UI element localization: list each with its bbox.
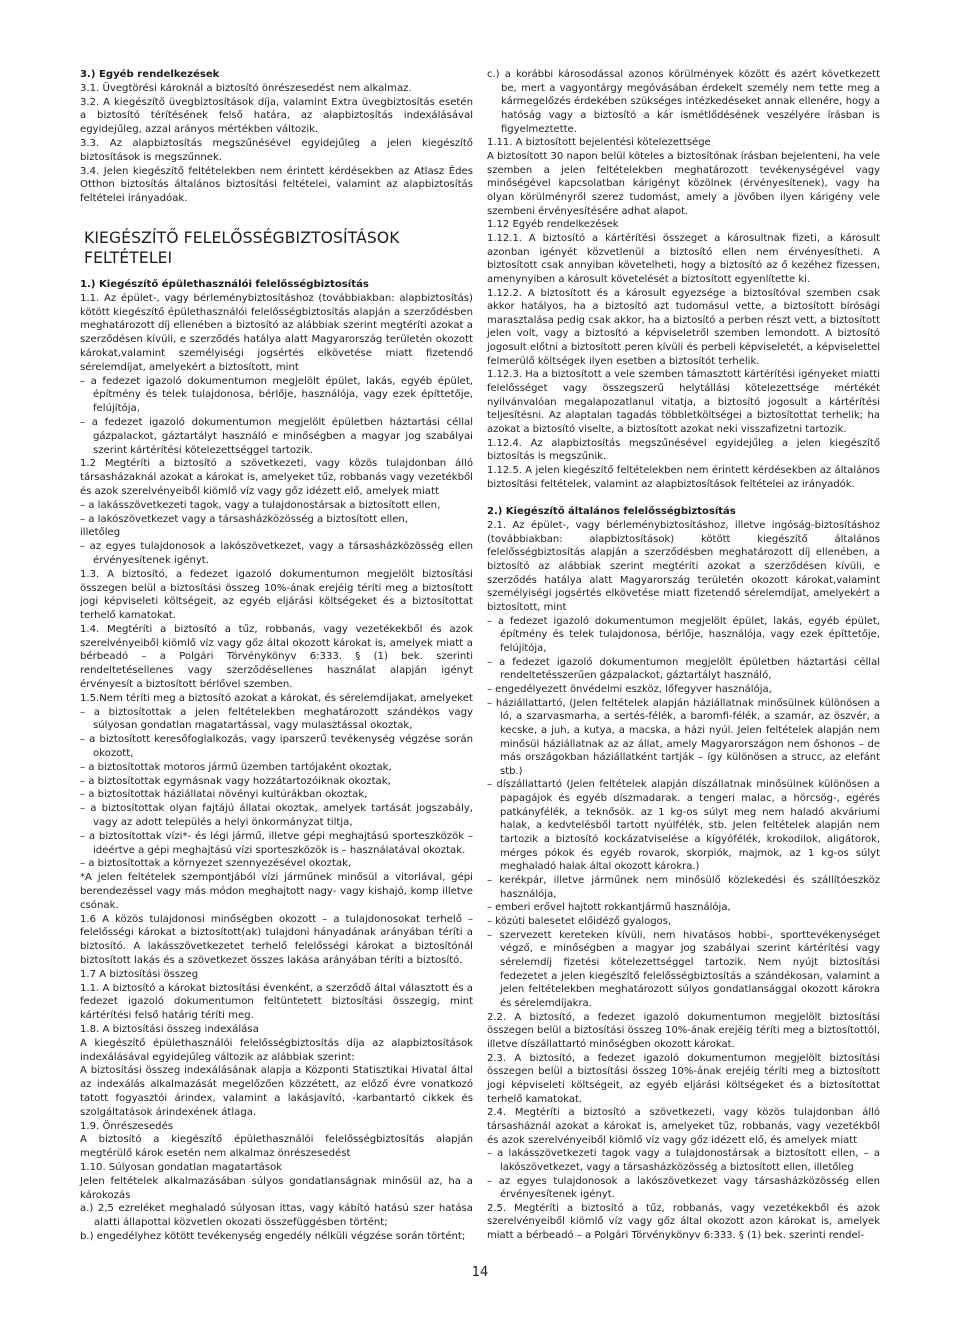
spacer: [487, 491, 880, 505]
paragraph: 1.12.5. A jelen kiegészítő feltételekben nem érintett kérdésekben az általános biztosítási feltételek, valamint az alapbiztosítások feltételei az irányadók.: [487, 465, 880, 490]
dash-list-item: – közúti balesetet előidéző gyalogos,: [487, 916, 672, 928]
dash-list-item: – háziállattartó, (Jelen feltételek alapján háziállatnak minősülnek különösen a ló, a szarvasmarha, a sertés-félék, a baromfi-félék, a szamár, az öszvér, a kecske, a juh, a kutya, a macska, a házi nyúl. Jelen feltételek alapján nem minősül háziállatnak az az állat, amely Magyarországon nem őshonos – de más országokban háziállatként tartják – így különösen a strucc, az elefánt stb.): [487, 697, 880, 777]
dash-list-item: – a biztosítottak egymásnak vagy hozzátartozóiknak okoztak,: [80, 775, 391, 787]
dash-list-item: – díszállattartó (Jelen feltételek alapján díszállatnak minősülnek különösen a papagájok és egyéb díszmadarak. a tengeri malac, a hörcsög-, egérés patkányfélék, a teknősök. az 1 kg-os súlyt meg nem haladó akváriumi halak, a kedvtelésből tartott nyúlfélék, stb. Jelen feltételek alapján nem tartozik a biztosító kockázatviselése a kígyófélék, krokodilok, aligátorok, mérges pókok és egyéb rovarok, skorpiók, majmok, az 1 kg-os súlyt meghaladó halak által okozott károkra.): [487, 779, 880, 873]
paragraph: 2.2. A biztosító, a fedezet igazoló dokumentumon megjelölt biztosítási összegen belül a biztosítási összeg 10%-ának erejéig téríti meg a biztosítottól, illetve díszállattartó minőségben okozott károkat.: [487, 1011, 880, 1050]
left-column: [80, 68, 473, 1244]
dash-list-item: – a biztosítottak háziállatai növényi kultúrákban okoztak,: [80, 789, 368, 801]
paragraph: 1.4. Megtéríti a biztosító a tűz, robbanás, vagy vezetékekből és azok szerelvényeiből kiömlő víz vagy gőz által okozott károkat is, amelyek miatt a bérbeadó – a Polgári Törvénykönyv 6:333. § (1) bek. szerinti rendeltetésellenes vagy szerződésellenes használat alapján igényt érvényesít a biztosított bérlővel szemben.: [80, 623, 473, 691]
paragraph: *A jelen feltételek szempontjából vízi járműnek minősül a vitorlával, gépi berendezéssel vagy más módon meghajtott nagy- vagy kishajó, komp illetve csónak.: [80, 872, 473, 911]
lettered-list-item: a.) 2,5 ezreléket meghaladó súlyosan ittas, vagy kábító hatású szer hatása alatti állapottal közvetlen okozati összefüggésben történt;: [80, 1203, 473, 1229]
paragraph: 2.1. Az épület-, vagy bérleménybiztosításhoz, illetve ingóság-biztosításhoz (továbbiakban: alapbiztosítások) kötött kiegészítő általános felelősségbiztosítás alapján a szerződésben meghatározott díj ellenében, a biztosító az alábbiak szerint megtéríti azokat a szerződésen kívüli, e szerződés hatálya alatt Magyarország területén okozott károkat,valamint személyiségi jogsértés elkövetése miatt fizetendő sérelemdíjat, amelyekért a biztosított, mint: [487, 520, 880, 613]
paragraph: 1.7 A biztosítási összeg: [80, 968, 199, 980]
paragraph: A biztosító a kiegészítő épülethasználói felelősségbiztosítás alapján megtérülő károk esetén nem alkalmaz önrészesedést: [80, 1134, 473, 1160]
dash-list-item: – a fedezet igazoló dokumentumon megjelölt épület, lakás, egyéb épület, építmény és telek tulajdonosa, bérlője, használója, vagy ezek építtetője, felújítója,: [487, 615, 880, 654]
paragraph: 1.1. Az épület-, vagy bérleménybiztosításhoz (továbbiakban: alapbiztosítás) kötött kiegészítő épülethasználói felelősségbiztosítás alapján a szerződésben meghatározott díj ellenében a biztosító az alábbiak szerint megtéríti azokat a szerződésen kívüli, e szerződés hatálya alatt Magyarország területén okozott károkat,valamint személyiségi jogsértés elkövetése miatt fizetendő sérelemdíjat, amelyekért a biztosított, mint: [80, 292, 473, 373]
paragraph: 1.12 Egyéb rendelkezések: [487, 219, 619, 231]
paragraph: 3.2. A kiegészítő üvegbiztosítások díja, valamint Extra üvegbiztosítás esetén a biztosító térítésének felső határa, az alapbiztosítás indexálásával egyidejűleg, azzal arányos mértékben változik.: [80, 96, 473, 136]
dash-list-item: – a biztosítottak a környezet szennyezésével okoztak,: [80, 858, 352, 870]
paragraph: 1.12.3. Ha a biztosított a vele szemben támasztott kártérítési igényeket miatti felelősséget vagy összegszerű helytállási kötelezettsége mértékét nyilvánvalóan megalapozatlanul vitatja, a biztosító jogosult a kártérítési teljesítésni. Az alaptalan tagadás többletköltségei a biztosítottat terhelik; ha azokat a biztosító viselte, a biztosított azokat neki visszafizetni tartozik.: [487, 369, 880, 436]
paragraph: 1.10. Súlyosan gondatlan magatartások: [80, 1161, 283, 1173]
section-title: KIEGÉSZÍTŐ FELELŐSSÉGBIZTOSÍTÁSOK FELTÉTELEI: [84, 228, 400, 267]
dash-list-item: – a biztosítottak olyan fajtájú állatai okoztak, amelyek tartását jogszabály, vagy az adott település a helyi önkormányzat tiltja,: [80, 803, 473, 829]
paragraph: 1.6 A közös tulajdonosi minőségben okozott – a tulajdonosokat terhelő – felelősségi károkat a biztosított(ak) tulajdoni hányadának arányában téríti a biztosító. A lakásszövetkezetet terhelő felelősségi károkat a biztosítónál biztosított lakás és a szövetkezet összes lakása arányában téríti a biztosító.: [80, 913, 473, 967]
page-number: 14: [471, 1265, 489, 1280]
dash-list-item: – szervezett kereteken kívüli, nem hivatásos hobbi-, sporttevékenységet végző, e minőségben a magyar jog szabályai szerint kártérítési vagy sérelemdíj fizetési kötelezettséggel tartozik. Nem nyújt biztosítási fedezetet a jelen kiegészítő felelősségbiztosítás a szándékosan, valamint a jelen feltételekben meghatározott súlyos gondatlansággal okozott károkra és sérelemdíjakra.: [487, 929, 880, 1009]
paragraph: 1.2 Megtéríti a biztosító a szövetkezeti, vagy közös tulajdonban álló társasházaknál azokat a károkat is, amelyeket tűz, robbanás vagy vezetékből és azok szerelvényeiből kiömlő víz vagy gőz idézett elő, amelyek miatt: [80, 458, 473, 497]
paragraph: 2.3. A biztosító, a fedezet igazoló dokumentumon megjelölt biztosítási összegen belül a biztosítási összeg 10%-ának erejéig téríti meg a biztosított jogi képviseleti költségeit, az egyéb eljárási költségeket és a biztosítottat terhelő kamatokat.: [487, 1052, 880, 1105]
paragraph: 1.12.4. Az alapbiztosítás megszűnésével egyidejűleg a jelen kiegészítő biztosítás is megszűnik.: [487, 437, 880, 463]
section-heading: 1.) Kiegészítő épülethasználói felelősségbiztosítás: [80, 278, 369, 290]
right-column: [487, 68, 880, 1243]
section-heading: 2.) Kiegészítő általános felelősségbiztosítás: [487, 506, 736, 518]
paragraph: 1.5.Nem téríti meg a biztosító azokat a károkat, és sérelemdíjakat, amelyeket: [80, 692, 473, 704]
paragraph: 3.4. Jelen kiegészítő feltételekben nem érintett kérdésekben az Atlasz Édes Otthon biztosítás általános biztosítási feltételei, valamint az alapbiztosítás feltételei irányadóak.: [80, 165, 473, 205]
dash-list-item: – a biztosítottak vízi*- és légi jármű, illetve gépi meghajtású sporteszközök – ideértve a gépi meghajtású vízi sporteszközök is – használatával okoztak.: [80, 830, 473, 856]
dash-list-item: – a lakószövetkezet vagy a társasházközösség a biztosított ellen,: [80, 513, 409, 525]
dash-list-item: – a fedezet igazoló dokumentumon megjelölt épületben háztartási céllal gázpalackot, gáztartályt használó e minőségben a magyar jog szabályai szerint kártérítési kötelezettséggel tartozik.: [80, 416, 473, 456]
section-heading: 3.) Egyéb rendelkezések: [80, 69, 220, 80]
paragraph: 1.12.2. A biztosított és a károsult egyezsége a biztosítóval szemben csak akkor hatályos, ha a biztosító azt tudomásul vette, a biztosított bírósági marasztalása pedig csak akkor, ha a biztosító a perben részt vett, a biztosított jelen volt, vagy a biztosító a képviseletről szemben lemondott. A biztosító jogosult előtni a biztosított peren kívüli és perbeli képviseletét, a képviselettel felmerülő költségek ilyen esetben a biztosítót terhelik.: [487, 287, 880, 367]
dash-list-item: – az egyes tulajdonosok a lakószövetkezet, vagy a társasházközösség ellen érvényesítenek igényt.: [80, 541, 473, 566]
dash-list-item: – a biztosított keresőfoglalkozás, vagy iparszerű tevékenység végzése során okozott,: [80, 734, 473, 760]
paragraph: 2.5. Megtéríti a biztosító a tűz, robbanás, vagy vezetékekből és azok szerelvényeiből kiömlő víz vagy gőz által okozott azon károkat is, amelyek miatt a bérbeadó – a Polgári Törvénykönyv 6:333. § (1) bek. szerinti rendel-: [487, 1202, 880, 1242]
paragraph: A biztosítási összeg indexálásának alapja a Központi Statisztikai Hivatal által az indexálás alkalmazását megelőzően közzétett, az előző évre vonatkozó tatott fogyasztói árindex, valamint a lakásjavító, -karbantartó cikkek és szolgáltatások árindexének átlaga.: [80, 1065, 473, 1118]
paragraph: A kiegészítő épülethasználói felelősségbiztosítás díja az alapbiztosítások indexálásával egyidejűleg változik az alábbiak szerint:: [80, 1037, 473, 1063]
paragraph: illetőleg: [80, 527, 121, 539]
dash-list-item: – a fedezet igazoló dokumentumon megjelölt épület, lakás, egyéb épület, építmény és telek tulajdonosa, bérlője, használója, vagy ezek építtetője, felújítója,: [80, 375, 473, 415]
dash-list-item: – a lakásszövetkezeti tagok, vagy a tulajdonostársak a biztosított ellen,: [80, 499, 441, 511]
dash-list-item: – a biztosítottak motoros jármű üzemben tartójaként okoztak,: [80, 761, 392, 773]
paragraph: 1.9. Önrészesedés: [80, 1120, 174, 1132]
paragraph: 1.8. A biztosítási összeg indexálása: [80, 1024, 259, 1035]
dash-list-item: – az egyes tulajdonosok a lakószövetkezet vagy társasházközösség ellen érvényesítenek igényt.: [487, 1175, 880, 1201]
paragraph: 1.1. A biztosító a károkat biztosítási évenként, a szerződő által választott és a fedezet igazoló dokumentumon feltüntetett biztosítási összegig, mint kártérítési felső határig téríti meg.: [80, 982, 473, 1022]
dash-list-item: – a fedezet igazoló dokumentumon megjelölt épületben háztartási céllal rendeltetésszerűen gázpalackot, gáztartályt használó,: [487, 656, 880, 682]
paragraph: A biztosított 30 napon belül köteles a biztosítónak írásban bejelenteni, ha vele szemben a jelen feltételekben meghatározott tevékenységével vagy minőségével kapcsolatban kárigényt közölnek (érvényesítenek), vagy ha olyan körülményről szerez tudomást, amely a jövőben ilyen kárigény vele szembeni érvényesítésére adhat alapot.: [487, 150, 880, 217]
dash-list-item: – a lakásszövetkezeti tagok vagy a tulajdonostársak a biztosított ellen, – a lakószövetkezet, vagy a társasházközösség a biztosított ellen, illetőleg: [487, 1148, 880, 1173]
paragraph: 1.11. A biztosított bejelentési kötelezettsége: [487, 137, 711, 149]
dash-list-item: – kerékpár, illetve járműnek nem minősülő közlekedési és szállítóeszköz használója,: [487, 875, 880, 900]
paragraph: 1.3. A biztosító, a fedezet igazoló dokumentumon megjelölt biztosítási összegen belül a biztosítási összeg 10%-ának erejéig téríti meg a biztosított jogi képviseleti költségeit, az egyéb eljárási költségeket és a biztosítottat terhelő kamatokat.: [80, 568, 473, 622]
paragraph: 3.3. Az alapbiztosítás megszűnésével egyidejűleg a jelen kiegészítő biztosítások is megszűnnek.: [80, 137, 473, 163]
paragraph: 3.1. Üvegtörési károknál a biztosító önrészesedést nem alkalmaz.: [80, 82, 412, 94]
paragraph: 2.4. Megtéríti a biztosító a szövetkezeti, vagy közös tulajdonban álló társasháznál azokat a károkat is, amelyeket tűz, robbanás, vagy vezetékből és azok szerelvényeiből kiömlő víz vagy gőz idézett elő, és amelyek miatt: [487, 1107, 880, 1146]
dash-list-item: – a biztosítottak a jelen feltételekben meghatározott szándékos vagy súlyosan gondatlan magatartással, vagy mulasztással okoztak,: [80, 706, 473, 732]
lettered-list-item: c.) a korábbi károsodással azonos körülmények között és azért következett be, mert a vagyontárgy megóvásában érdekelt személy nem tette meg a kármegelőzés érdekében szükséges intézkedéseket annak ellenére, hogy a hatóság vagy a biztosító a kár ismétlődésének veszélyére írásban is figyelmeztette.: [487, 69, 880, 135]
lettered-list-item: b.) engedélyhez kötött tevékenység engedély nélküli végzése során történt;: [80, 1230, 466, 1242]
dash-list-item: – emberi erővel hajtott rokkantjármű használója,: [487, 902, 731, 914]
paragraph: 1.12.1. A biztosító a kártérítési összeget a károsultnak fizeti, a károsult azonban igényét közvetlenül a biztosító ellen nem érvényesítheti. A biztosított csak annyiban követelheti, hogy a biztosító az ő kezéhez fizessen, amenynyiben a károsult követelését a biztosított egyenlítette ki.: [487, 232, 880, 285]
paragraph: Jelen feltételek alkalmazásában súlyos gondatlanságnak minősül az, ha a károkozás: [80, 1175, 473, 1201]
dash-list-item: – engedélyezett önvédelmi eszköz, lőfegyver használója,: [487, 683, 772, 695]
